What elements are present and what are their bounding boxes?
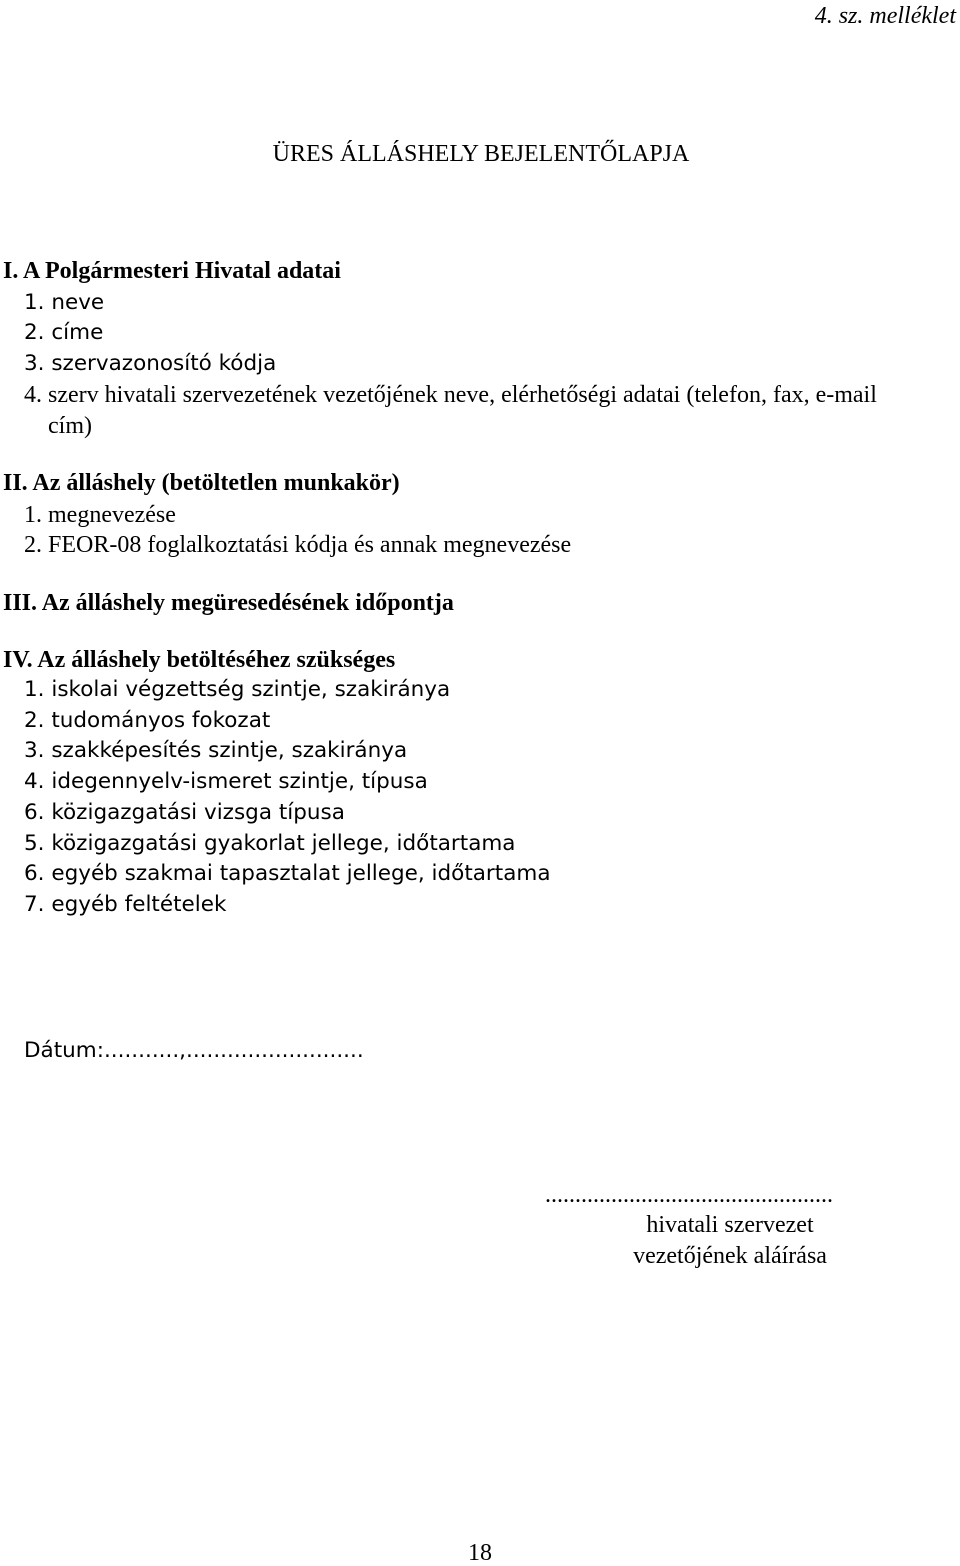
signature-caption: hivatali szervezet bbox=[646, 1212, 814, 1238]
document-title: ÜRES ÁLLÁSHELY BEJELENTŐLAPJA bbox=[272, 141, 690, 167]
page-number: 18 bbox=[468, 1540, 492, 1566]
section-heading: II. Az álláshely (betöltetlen munkakör) bbox=[3, 470, 400, 496]
list-item: 6. egyéb szakmai tapasztalat jellege, időtartama bbox=[24, 861, 551, 886]
list-item-continuation: cím) bbox=[48, 413, 92, 439]
section-heading: I. A Polgármesteri Hivatal adatai bbox=[3, 258, 341, 284]
list-item: 1. megnevezése bbox=[24, 502, 176, 528]
list-item: 1. iskolai végzettség szintje, szakiránya bbox=[24, 677, 451, 702]
list-item: 1. neve bbox=[24, 290, 105, 315]
signature-line: ................................................ bbox=[545, 1182, 833, 1208]
date-line: Dátum:...........,.......................... bbox=[24, 1038, 364, 1063]
list-item: 6. közigazgatási vizsga típusa bbox=[24, 800, 345, 825]
section-heading: III. Az álláshely megüresedésének időpontja bbox=[3, 590, 454, 616]
list-item: 4. idegennyelv-ismeret szintje, típusa bbox=[24, 769, 428, 794]
list-item: 2. címe bbox=[24, 320, 104, 345]
list-item: 2. FEOR-08 foglalkoztatási kódja és annak megnevezése bbox=[24, 532, 572, 558]
annex-label: 4. sz. melléklet bbox=[814, 3, 956, 29]
signature-caption: vezetőjének aláírása bbox=[633, 1243, 827, 1269]
list-item: 5. közigazgatási gyakorlat jellege, időtartama bbox=[24, 831, 516, 856]
list-item: 3. szakképesítés szintje, szakiránya bbox=[24, 738, 408, 763]
list-item: 3. szervazonosító kódja bbox=[24, 351, 277, 376]
section-heading: IV. Az álláshely betöltéséhez szükséges bbox=[3, 647, 396, 673]
list-item: 7. egyéb feltételek bbox=[24, 892, 227, 917]
list-item: 4. szerv hivatali szervezetének vezetőjének neve, elérhetőségi adatai (telefon, fax, e-mail bbox=[24, 382, 877, 408]
list-item: 2. tudományos fokozat bbox=[24, 708, 271, 733]
